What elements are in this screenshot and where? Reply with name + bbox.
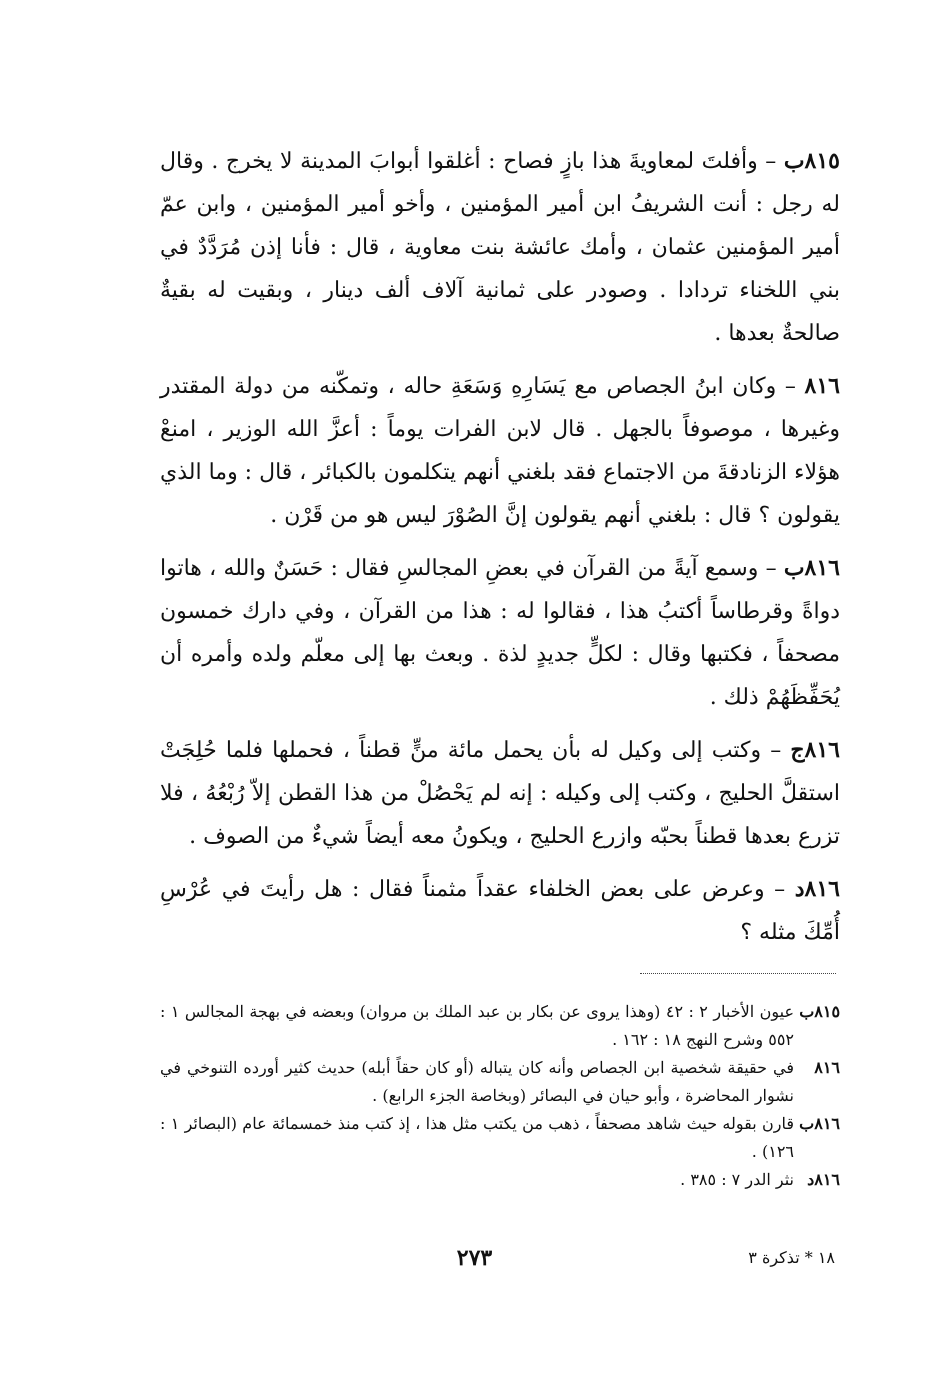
entry-number: ٨١٦د <box>794 876 840 902</box>
footnote-text: قارن بقوله حيث شاهد مصحفاً ، ذهب من يكتب مثل هذا ، إذ كتب منذ خمسمائة عام (البصائر ١ : ١٢٦) . <box>160 1114 794 1161</box>
signature-mark: ١٨ * تذكرة ٣ <box>748 1248 835 1267</box>
footnote-number: ٨١٦ <box>814 1058 840 1077</box>
footnote-text: نثر الدر ٧ : ٣٨٥ . <box>680 1170 794 1189</box>
entry-text: – وعرض على بعض الخلفاء عقداً مثمناً فقال : هل رأيتَ في عُرْسِ أُمِّكَ مثله ؟ <box>160 877 840 945</box>
entry-text: – وسمع آيةً من القرآن في بعضِ المجالسِ فقال : حَسَنٌ والله ، هاتوا دواةً وقرطاساً أكتبُ هذا ، فقالوا له : هذا من القرآن ، وفي دارك خمسون مصحفاً ، فكتبها وقال : لكلٍّ جديدٍ لذة . وبعث بها إلى معلّم ولده وأمره أن يُحَفِّظَهُمْ ذلك . <box>160 556 840 710</box>
paragraph-816b <box>160 547 840 719</box>
entry-number: ٨١٦ج <box>790 737 840 763</box>
page-number: ٢٧٣ <box>456 1245 493 1271</box>
footnote-816b <box>160 1110 840 1166</box>
footnote-number: ٨١٦ب <box>799 1114 840 1133</box>
entry-text: – وكتب إلى وكيل له بأن يحمل مائة منٍّ قطناً ، فحملها فلما حُلِجَتْ استقلَّ الحليج ، وكتب إلى وكيله : إنه لم يَحْصُلْ من هذا القطن إلاّ رُبْعُهُ ، فلا تزرع بعدها قطناً بحبّه وازرع الحليج ، ويكونُ معه أيضاً شيءٌ من الصوف . <box>160 738 840 849</box>
footnote-text: في حقيقة شخصية ابن الجصاص وأنه كان يتباله (أو كان حقاً أبله) حديث كثير أورده التنوخي في نشوار المحاضرة ، وأبو حيان في البصائر (وبخاصة الجزء الرابع) . <box>160 1058 794 1105</box>
paragraph-815b <box>160 140 840 355</box>
entry-text: – وأفلتَ لمعاويةَ هذا بازٍ فصاح : أغلقوا أبوابَ المدينة لا يخرج . وقال له رجل : أنت الشريفُ ابن أمير المؤمنين ، وأخو أمير المؤمنين ، وابن عمّ أمير المؤمنين عثمان ، وأمك عائشة بنت معاوية ، قال : فأنا إذن مُرَدَّدٌ في بني اللخناء تردادا . وصودر على ثمانية آلاف ألف دينار ، وبقيت له بقيةٌ صالحةٌ بعدها . <box>160 149 840 346</box>
paragraph-816d <box>160 868 840 954</box>
footnote-815b <box>160 998 840 1054</box>
footnote-separator <box>640 973 836 974</box>
main-text <box>160 140 840 964</box>
footnote-number: ٨١٥ب <box>799 1002 841 1021</box>
paragraph-816 <box>160 365 840 537</box>
footnote-816d <box>160 1166 840 1194</box>
entry-number: ٨١٦ <box>804 373 840 399</box>
footnotes <box>160 998 840 1194</box>
entry-text: – وكان ابنُ الجصاص مع يَسَارِهِ وَسَعَةِ حاله ، وتمكّنه من دولة المقتدر وغيرها ، موصوفاً بالجهل . قال لابن الفرات يوماً : أعزَّ الله الوزير ، امنعْ هؤلاء الزنادقةَ من الاجتماع فقد بلغني أنهم يتكلمون بالكبائر ، قال : وما الذي يقولون ؟ قال : بلغني أنهم يقولون إنَّ الصُوْرَ ليس هو من قَرْن . <box>160 374 840 528</box>
entry-number: ٨١٦ب <box>783 555 840 581</box>
footnote-text: عيون الأخبار ٢ : ٤٢ (وهذا يروى عن بكار بن عبد الملك بن مروان) وبعضه في بهجة المجالس ١ : ٥٥٢ وشرح النهج ١٨ : ١٦٢ . <box>160 1002 795 1049</box>
entry-number: ٨١٥ب <box>783 148 840 174</box>
footnote-816 <box>160 1054 840 1110</box>
paragraph-816j <box>160 729 840 858</box>
footnote-number: ٨١٦د <box>807 1170 840 1189</box>
